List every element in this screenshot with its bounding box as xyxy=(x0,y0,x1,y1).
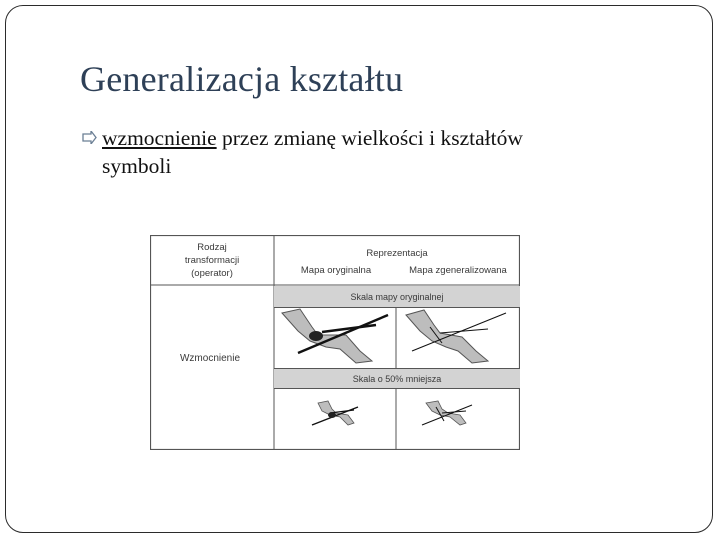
generalization-figure xyxy=(150,235,520,450)
band-original-label: Skala mapy oryginalnej xyxy=(350,292,444,302)
bullet-item xyxy=(82,124,662,180)
row-label-enhancement: Wzmocnienie xyxy=(179,353,241,364)
band-reduced-label: Skala o 50% mniejsza xyxy=(352,374,442,384)
header-generalized-map: Mapa zgeneralizowana xyxy=(409,265,507,276)
header-original-map: Mapa oryginalna xyxy=(300,265,372,276)
bullet-text xyxy=(82,124,662,180)
header-left-line1: Rodzaj xyxy=(197,242,227,253)
slide-title: Generalizacja kształtu xyxy=(80,59,404,99)
header-left-line2: transformacji xyxy=(184,255,240,266)
bullet-underlined-term: wzmocnienie xyxy=(102,126,217,150)
bullet-text-line2: symboli xyxy=(102,154,172,178)
bullet-text-line1: przez zmianę wielkości i kształtów xyxy=(216,126,523,150)
bullet-arrow-icon xyxy=(82,131,97,144)
header-left-line3: (operator) xyxy=(191,268,233,279)
header-representation: Reprezentacja xyxy=(366,248,428,259)
